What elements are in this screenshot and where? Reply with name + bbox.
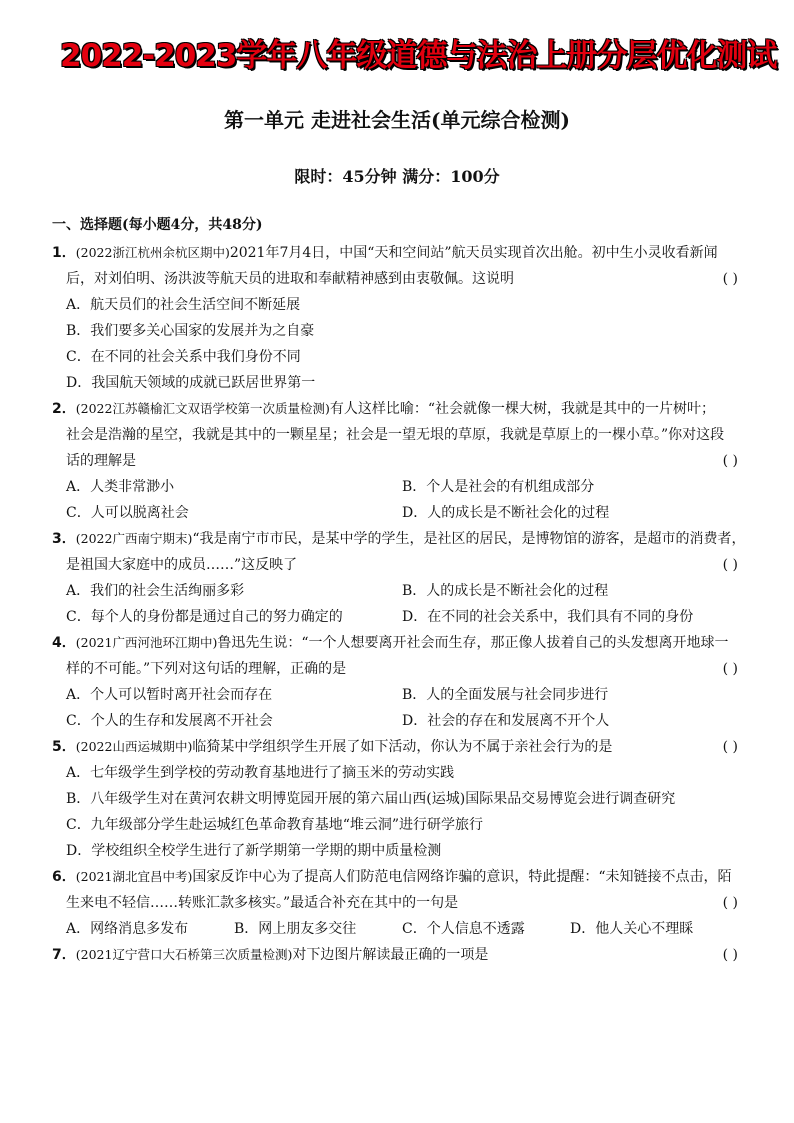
option-b: B．个人是社会的有机组成部分	[402, 479, 595, 495]
question-stem-line: 对下边图片解读最正确的一项是	[292, 947, 489, 963]
option-b: B．人的全面发展与社会同步进行	[402, 687, 609, 703]
question-stem-line: 2021年7月4日，中国“天和空间站”航天员实现首次出舱。初中生小灵收看新闻	[229, 245, 718, 261]
question-stem-line: 是祖国大家庭中的成员……”这反映了	[66, 557, 298, 573]
question-stem-line: 鲁迅先生说：“一个人想要离开社会而生存，那正像人拔着自己的头发想离开地球一	[217, 635, 729, 651]
unit-title: 第一单元 走进社会生活(单元综合检测)	[224, 108, 570, 132]
section-heading: 一、选择题(每小题4分，共48分)	[52, 217, 263, 233]
option-a: A．人类非常渺小	[66, 479, 175, 495]
question-source: (2022山西运城期中)	[75, 739, 193, 754]
question-source: (2021湖北宜昌中考)	[75, 869, 193, 884]
question-number: 5．	[52, 739, 76, 755]
answer-blank: ( )	[722, 271, 738, 287]
question-number: 1．	[52, 245, 76, 261]
option-a: A．个人可以暂时离开社会而存在	[66, 687, 273, 703]
option-d: D．人的成长是不断社会化的过程	[402, 505, 610, 521]
question-number: 3．	[52, 531, 76, 547]
option-d: D．在不同的社会关系中，我们具有不同的身份	[402, 609, 694, 625]
option-c: C．个人信息不透露	[402, 921, 525, 937]
option-a: A．七年级学生到学校的劳动教育基地进行了摘玉米的劳动实践	[66, 765, 455, 781]
banner-title: 2022-2023学年八年级道德与法治上册分层优化测试	[60, 38, 777, 74]
option-c: C．每个人的身份都是通过自己的努力确定的	[66, 609, 343, 625]
question-3	[52, 526, 746, 630]
time-limit: 限时：45分钟 满分：100分	[294, 167, 500, 186]
option-a: A．网络消息多发布	[66, 921, 189, 937]
option-a: A．航天员们的社会生活空间不断延展	[66, 297, 301, 313]
question-source: (2022江苏赣榆汇文双语学校第一次质量检测)	[75, 401, 330, 416]
option-c: C．人可以脱离社会	[66, 505, 189, 521]
question-number: 6．	[52, 869, 76, 885]
question-source: (2021辽宁营口大石桥第三次质量检测)	[75, 947, 293, 962]
question-source: (2021广西河池环江期中)	[75, 635, 218, 650]
question-stem-line: 国家反诈中心为了提高人们防范电信网络诈骗的意识，特此提醒：“未知链接不点击，陌	[192, 869, 732, 885]
option-d: D．他人关心不理睬	[570, 921, 694, 937]
question-2	[52, 396, 742, 526]
question-stem-line: 样的不可能。”下列对这句话的理解，正确的是	[66, 661, 347, 677]
question-4	[52, 630, 742, 734]
answer-blank: ( )	[722, 453, 738, 469]
question-5	[52, 734, 742, 864]
question-stem-line: 后，对刘伯明、汤洪波等航天员的进取和奉献精神感到由衷敬佩。这说明	[66, 271, 514, 287]
option-b: B．人的成长是不断社会化的过程	[402, 583, 609, 599]
question-1	[52, 240, 742, 396]
option-c: C．个人的生存和发展离不开社会	[66, 713, 273, 729]
question-source: (2022广西南宁期末)	[75, 531, 193, 546]
option-d: D．学校组织全校学生进行了新学期第一学期的期中质量检测	[66, 843, 442, 859]
question-7	[52, 942, 742, 968]
question-stem-line: 社会是浩瀚的星空，我就是其中的一颗星星；社会是一望无垠的草原，我就是草原上的一棵小草。”你对这段	[66, 427, 725, 443]
answer-blank: ( )	[722, 895, 738, 911]
question-stem-line: 临猗某中学组织学生开展了如下活动，你认为不属于亲社会行为的是	[192, 739, 613, 755]
question-number: 4．	[52, 635, 76, 651]
answer-blank: ( )	[722, 661, 738, 677]
option-b: B．八年级学生对在黄河农耕文明博览园开展的第六届山西(运城)国际果品交易博览会进行调查研究	[66, 791, 676, 807]
question-list	[52, 240, 746, 968]
answer-blank: ( )	[722, 739, 738, 755]
option-b: B．网上朋友多交往	[234, 921, 357, 937]
option-c: C．九年级部分学生赴运城红色革命教育基地“堆云洞”进行研学旅行	[66, 817, 484, 833]
question-stem-line: 生来电不轻信……转账汇款多核实。”最适合补充在其中的一句是	[66, 895, 459, 911]
question-stem-line: “我是南宁市市民，是某中学的学生，是社区的居民，是博物馆的游客，是超市的消费者，	[192, 531, 746, 547]
option-b: B．我们要多关心国家的发展并为之自豪	[66, 323, 315, 339]
question-number: 7．	[52, 947, 76, 963]
option-d: D．社会的存在和发展离不开个人	[402, 713, 610, 729]
question-source: (2022浙江杭州余杭区期中)	[75, 245, 230, 260]
question-stem-line: 话的理解是	[66, 453, 136, 469]
answer-blank: ( )	[722, 947, 738, 963]
question-6	[52, 864, 742, 942]
option-d: D．我国航天领域的成就已跃居世界第一	[66, 375, 316, 391]
answer-blank: ( )	[722, 557, 738, 573]
question-number: 2．	[52, 401, 76, 417]
option-c: C．在不同的社会关系中我们身份不同	[66, 349, 301, 365]
option-a: A．我们的社会生活绚丽多彩	[66, 583, 245, 599]
question-stem-line: 有人这样比喻：“社会就像一棵大树，我就是其中的一片树叶；	[329, 401, 715, 417]
